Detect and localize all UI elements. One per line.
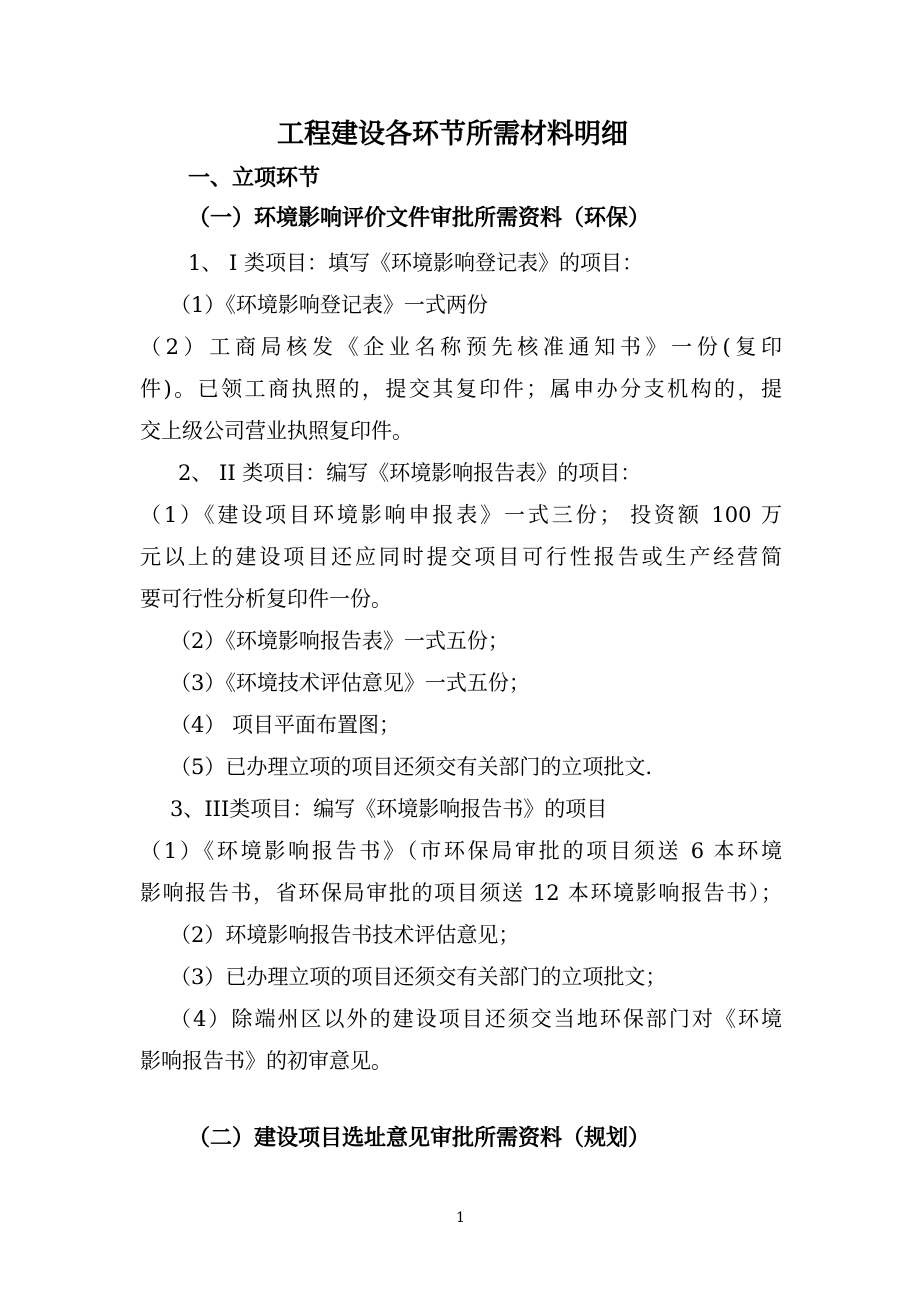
class3-item-1-line-1: （1）《环境影响报告书》（市环保局审批的项目须送 6 本环境: [140, 839, 782, 863]
class1-item-2-line-3: 交上级公司营业执照复印件。: [140, 419, 413, 443]
document-title: 工程建设各环节所需材料明细: [277, 119, 628, 150]
section-heading-1: 一、立项环节: [188, 166, 321, 191]
class3-item-1-line-2: 影响报告书，省环保局审批的项目须送 12 本环境影响报告书）；: [140, 881, 782, 905]
class2-item-3: （3）《环境技术评估意见》一式五份；: [170, 671, 530, 695]
class1-item-1: （1）《环境影响登记表》一式两份: [170, 293, 488, 317]
class2-item-4: （4） 项目平面布置图；: [170, 713, 401, 737]
class2-item-1-line-2: 元以上的建设项目还应同时提交项目可行性报告或生产经营简: [140, 545, 782, 569]
class1-heading: 1、 I 类项目：填写《环境影响登记表》的项目：: [188, 251, 644, 275]
class2-item-5: （5）已办理立项的项目还须交有关部门的立项批文.: [170, 755, 653, 779]
class2-item-1-line-1: （1）《建设项目环境影响申报表》一式三份； 投资额 100 万: [140, 503, 782, 527]
class2-heading: 2、 II 类项目：编写《环境影响报告表》的项目：: [178, 461, 642, 485]
subsection-heading-2: （二）建设项目选址意见审批所需资料（规划）: [188, 1126, 651, 1151]
page-number: 1: [456, 1210, 465, 1226]
class3-item-4-line-1: （4）除端州区以外的建设项目还须交当地环保部门对《环境: [170, 1007, 782, 1031]
class3-item-4-line-2: 影响报告书》的初审意见。: [140, 1049, 392, 1073]
class2-item-2: （2）《环境影响报告表》一式五份；: [170, 629, 509, 653]
class2-item-1-line-3: 要可行性分析复印件一份。: [140, 587, 392, 611]
class1-item-2-line-2: 件)。已领工商执照的，提交其复印件；属申办分支机构的，提: [140, 377, 782, 401]
class3-item-2: （2）环境影响报告书技术评估意见；: [170, 923, 520, 947]
class3-heading: 3、III类项目：编写《环境影响报告书》的项目: [170, 797, 608, 821]
class3-item-3: （3）已办理立项的项目还须交有关部门的立项批文；: [170, 965, 667, 989]
class1-item-2-line-1: （2）工商局核发《企业名称预先核准通知书》一份(复印: [140, 335, 782, 359]
subsection-heading-1: （一）环境影响评价文件审批所需资料（环保）: [188, 206, 651, 231]
